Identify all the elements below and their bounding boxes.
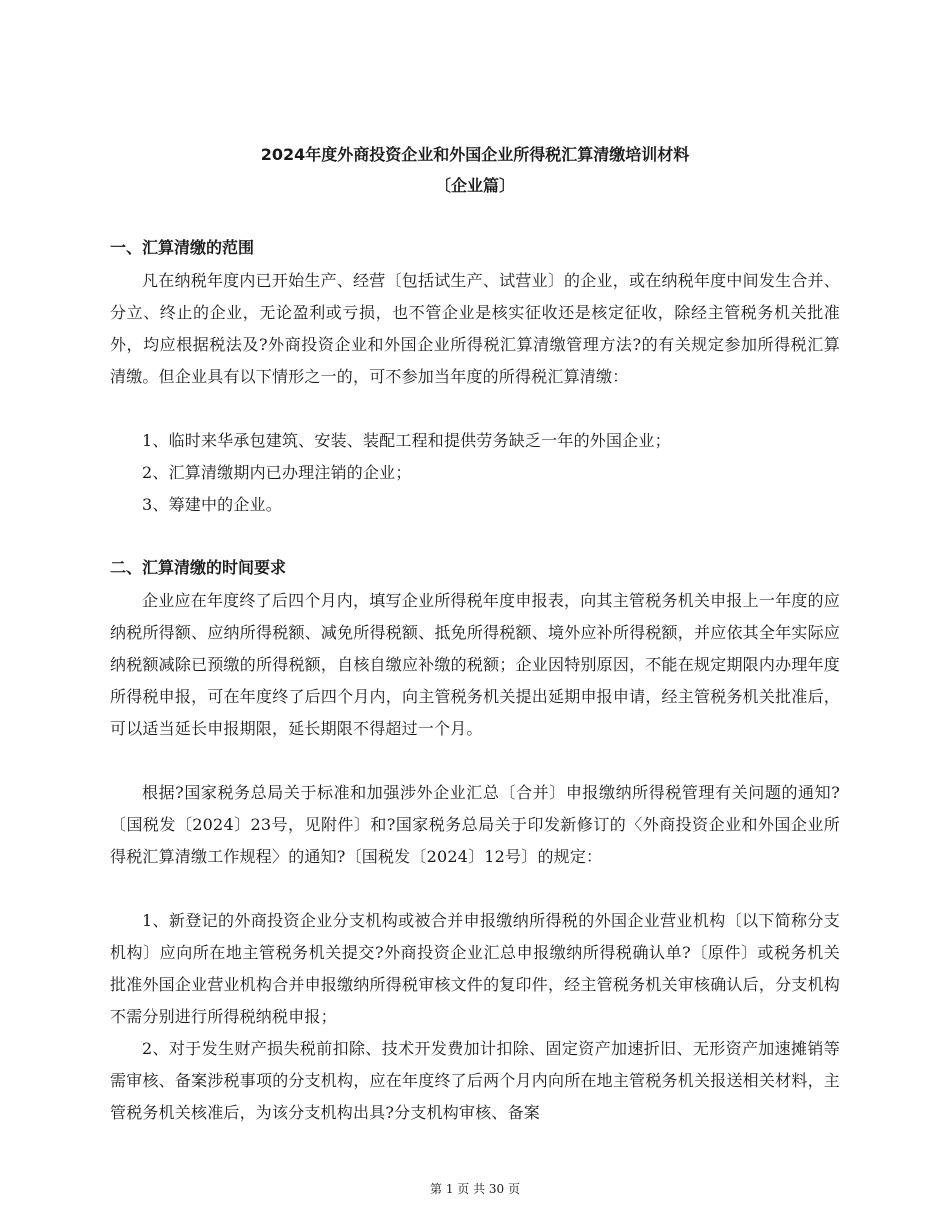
document-subtitle: 〔企业篇〕 (434, 176, 515, 195)
document-title: 2024年度外商投资企业和外国企业所得税汇算清缴培训材料 (260, 145, 690, 164)
paragraph: 1、新登记的外商投资企业分支机构或被合并申报缴纳所得税的外国企业营业机构〔以下简称分支机构〕应向所在地主管税务机关提交?外商投资企业汇总申报缴纳所得税确认单?〔原件〕或税务机关批准外国企业营业机构合并申报缴纳所得税审核文件的复印件，经主管税务机关审核确认后，分支机构不需分别进行所得税纳税申报； (110, 911, 840, 1026)
section-heading-scope: 一、汇算清缴的范围 (110, 238, 255, 257)
section-scope-paragraph: 凡在纳税年度内已开始生产、经营〔包括试生产、试营业〕的企业，或在纳税年度中间发生合并、分立、终止的企业，无论盈利或亏损，也不管企业是核实征收还是核定征收，除经主管税务机关批准外，均应根据税法及?外商投资企业和外国企业所得税汇算清缴管理方法?的有关规定参加所得税汇算清缴。但企业具有以下情形之一的，可不参加当年度的所得税汇算清缴： (110, 271, 840, 386)
list-item: 1、临时来华承包建筑、安装、装配工程和提供劳务缺乏一年的外国企业； (142, 431, 671, 450)
paragraph: 企业应在年度终了后四个月内，填写企业所得税年度申报表，向其主管税务机关申报上一年度的应纳税所得额、应纳所得税额、减免所得税额、抵免所得税额、境外应补所得税额，并应依其全年实际应纳税额减除已预缴的所得税额，自核自缴应补缴的税额；企业因特别原因，不能在规定期限内办理年度所得税申报，可在年度终了后四个月内，向主管税务机关提出延期申报申请，经主管税务机关批准后，可以适当延长申报期限，延长期限不得超过一个月。 (110, 591, 840, 738)
list-item: 3、筹建中的企业。 (142, 495, 282, 514)
paragraph: 2、对于发生财产损失税前扣除、技术开发费加计扣除、固定资产加速折旧、无形资产加速摊销等需审核、备案涉税事项的分支机构，应在年度终了后两个月内向所在地主管税务机关报送相关材料，主管税务机关核准后，为该分支机构出具?分支机构审核、备案 (110, 1039, 840, 1122)
page-number-footer: 第 1 页 共 30 页 (430, 1182, 520, 1196)
paragraph: 根据?国家税务总局关于标准和加强涉外企业汇总〔合并〕申报缴纳所得税管理有关问题的通知?〔国税发〔2024〕23号，见附件〕和?国家税务总局关于印发新修订的〈外商投资企业和外国企业所得税汇算清缴工作规程〉的通知?〔国税发〔2024〕12号〕的规定： (110, 783, 840, 866)
list-item: 2、汇算清缴期内已办理注销的企业； (142, 463, 412, 482)
section-heading-timing: 二、汇算清缴的时间要求 (110, 558, 287, 577)
